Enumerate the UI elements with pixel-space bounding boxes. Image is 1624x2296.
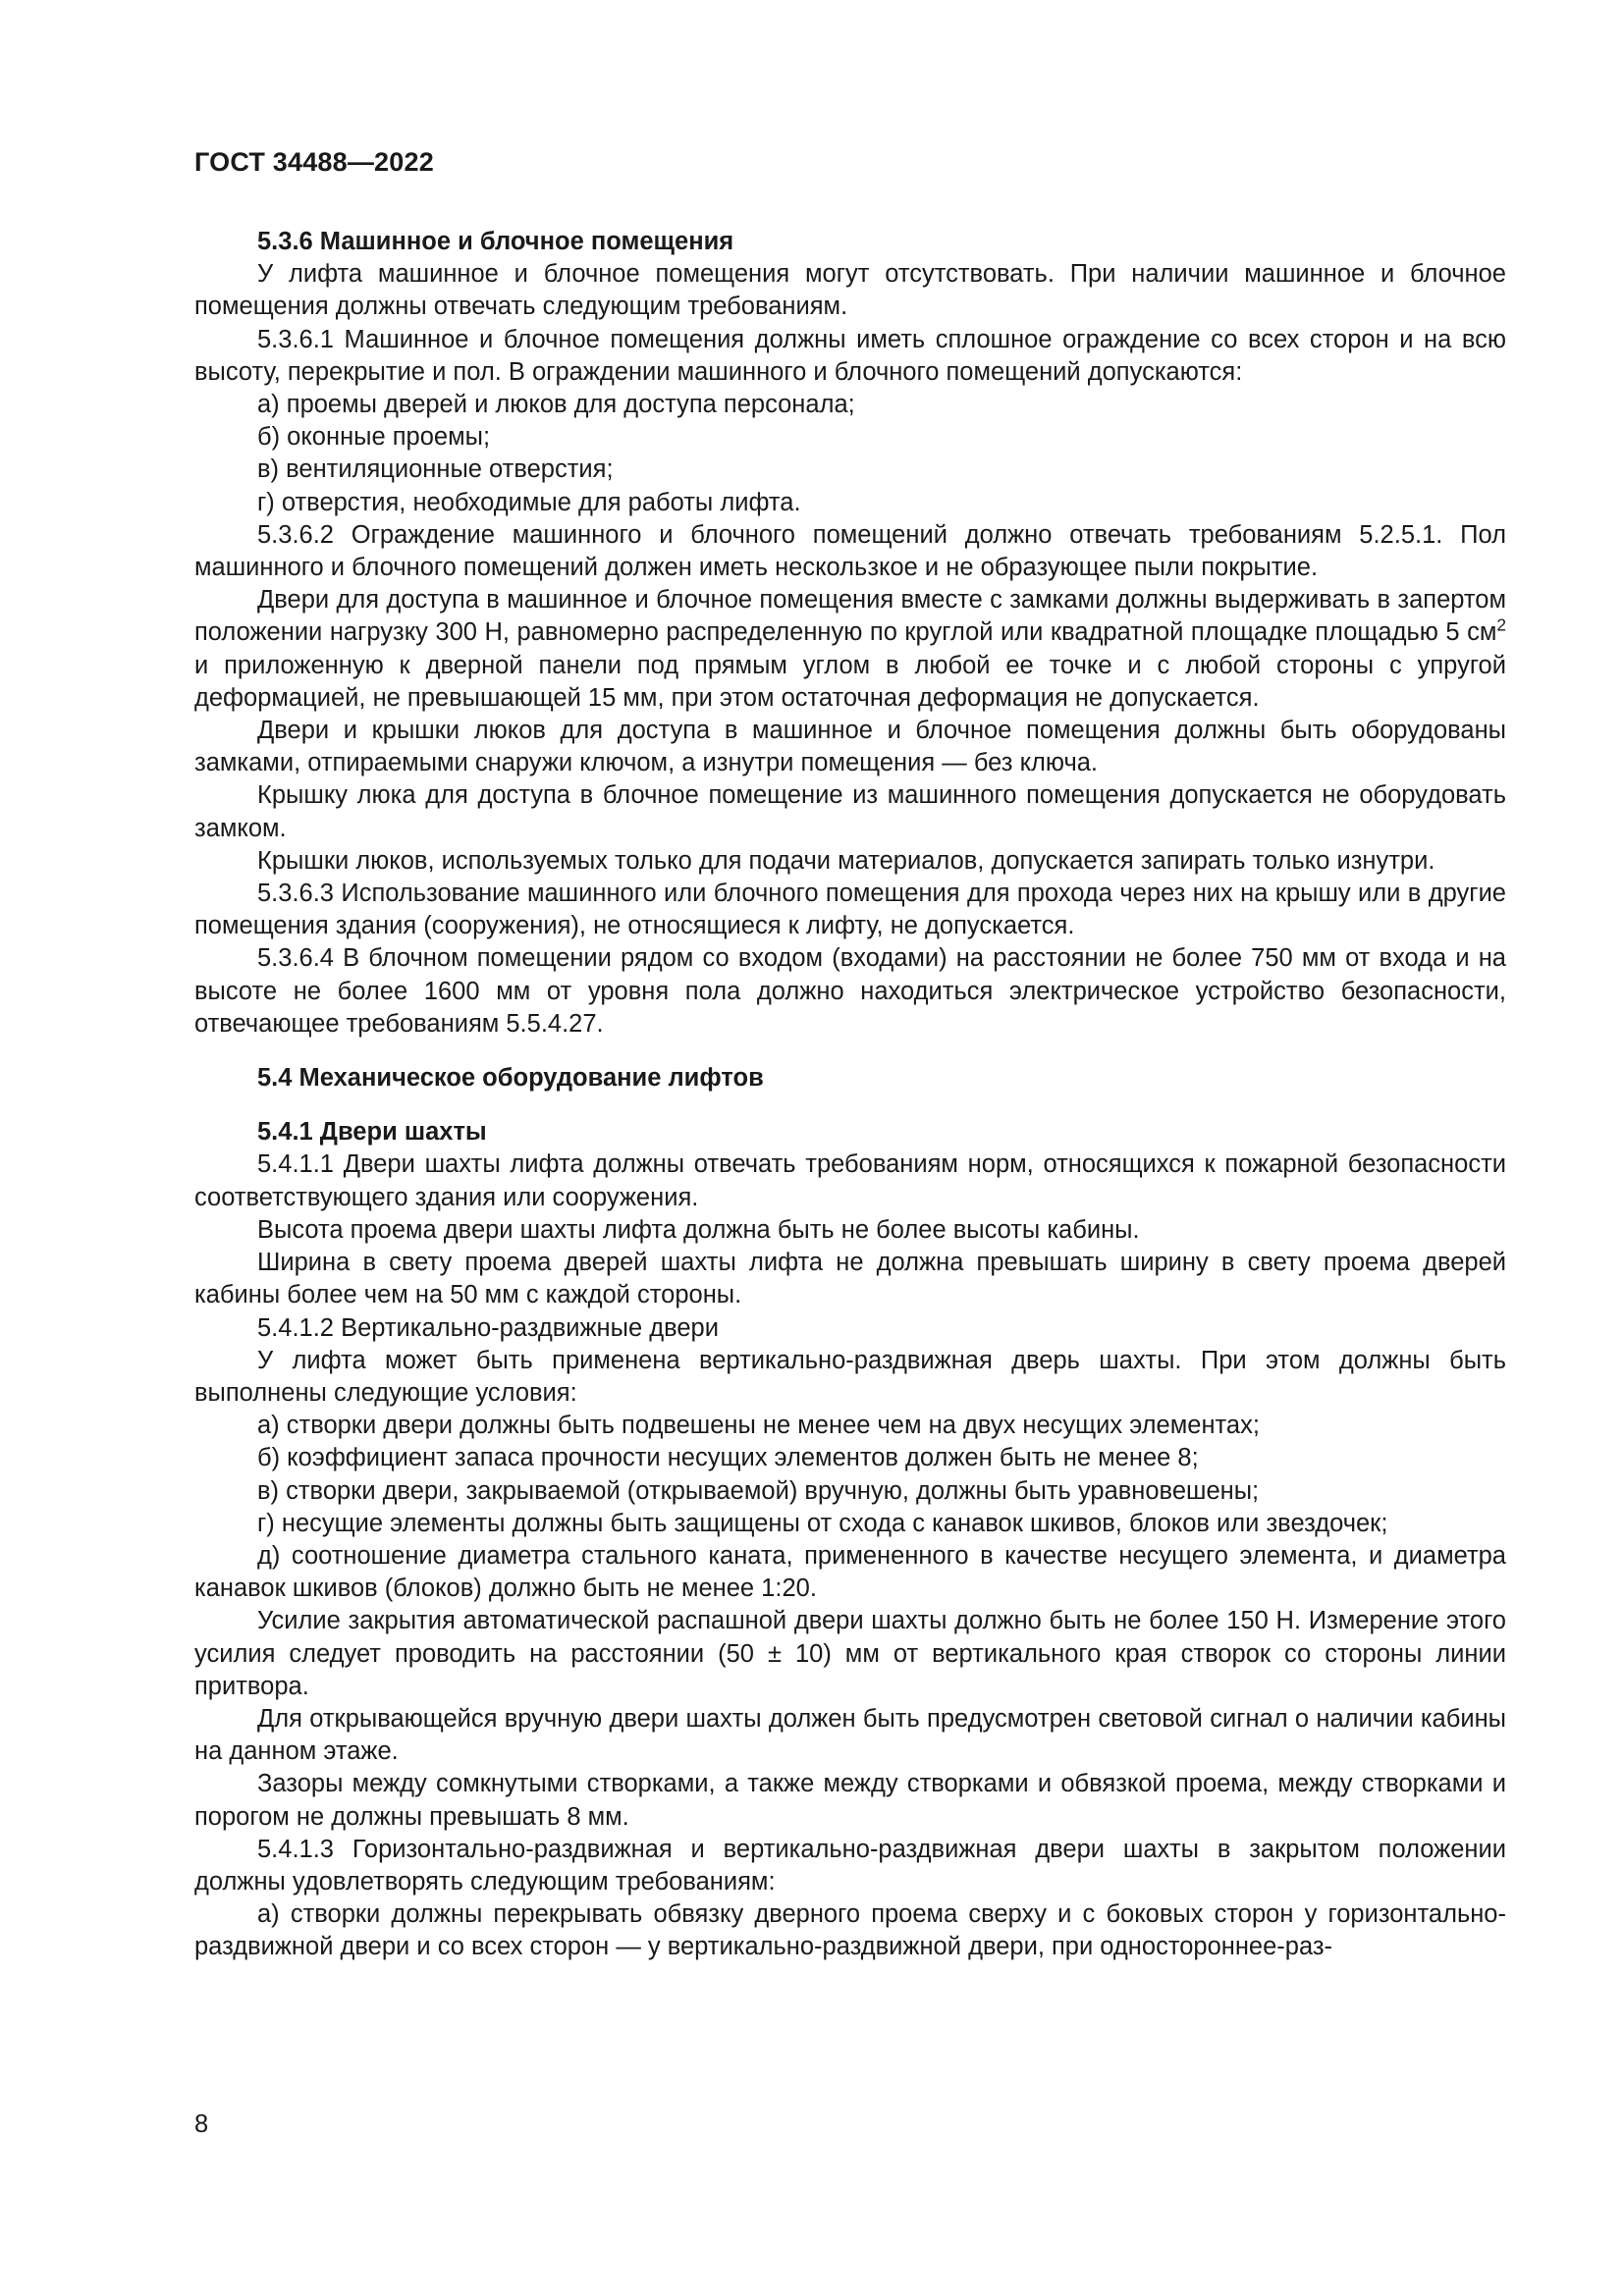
list-item: а) проемы дверей и люков для доступа персонала; (257, 391, 855, 419)
paragraph-vertical-door: У лифта может быть применена вертикально-раздвижная дверь шахты. При этом должны быть выполнены следующие условия: (194, 1346, 1506, 1407)
document-body (194, 226, 1506, 1964)
paragraph-intro: У лифта машинное и блочное помещения могут отсутствовать. При наличии машинное и блочное помещения должны отвечать следующим требованиям. (194, 260, 1506, 321)
paragraph-gaps: Зазоры между сомкнутыми створками, а также между створками и обвязкой проема, между створками и порогом не должны превышать 8 мм. (194, 1770, 1506, 1831)
paragraph-hatch-covers: Крышки люков, используемых только для подачи материалов, допускается запирать только изнутри. (257, 846, 1435, 875)
paragraph-5-4-1-3: 5.4.1.3 Горизонтально-раздвижная и вертикально-раздвижная двери шахты в закрытом положении должны удовлетворять следующим требованиям: (194, 1835, 1506, 1896)
doors-load-text-b: и приложенную к дверной панели под прямым углом в любой ее точке и с любой стороны с упругой деформацией, не превышающей 15 мм, при этом остаточная деформация не допускается. (194, 651, 1506, 712)
list-item: б) оконные проемы; (257, 423, 491, 452)
standard-code-header: ГОСТ 34488—2022 (194, 147, 434, 177)
section-title-5-4: 5.4 Механическое оборудование лифтов (257, 1064, 764, 1093)
superscript-2: 2 (1496, 614, 1506, 635)
list-item: в) створки двери, закрываемой (открываемой) вручную, должны быть уравновешены; (257, 1476, 1260, 1505)
list-item: а) створки двери должны быть подвешены не менее чем на двух несущих элементах; (257, 1412, 1260, 1440)
paragraph-5-3-6-4: 5.3.6.4 В блочном помещении рядом со входом (входами) на расстоянии не более 750 мм от входа и на высоте не более 1600 мм от уровня пола должно находиться электрическое устройство безопасности, отвечающее требованиям 5.5.4.27. (194, 944, 1506, 1038)
paragraph-5-3-6-1: 5.3.6.1 Машинное и блочное помещения должны иметь сплошное ограждение со всех сторон и на всю высоту, перекрытие и пол. В ограждении машинного и блочного помещений допускаются: (194, 325, 1506, 386)
list-item-d: д) соотношение диаметра стального каната, примененного в качестве несущего элемента, и диаметра канавок шкивов (блоков) должно быть не менее 1:20. (194, 1541, 1506, 1603)
paragraph-doors-load (194, 584, 1506, 715)
paragraph-hatch: Крышку люка для доступа в блочное помещение из машинного помещения допускается не оборудовать замком. (194, 781, 1506, 842)
section-spacer (194, 1095, 1506, 1116)
paragraph-closing-force: Усилие закрытия автоматической распашной двери шахты должно быть не более 150 Н. Измерение этого усилия следует проводить на расстоянии (50 ± 10) мм от вертикального края створок со стороны линии притвора. (194, 1607, 1506, 1700)
paragraph-5-4-1-2: 5.4.1.2 Вертикально-раздвижные двери (257, 1313, 719, 1342)
section-title-5-3-6: 5.3.6 Машинное и блочное помещения (257, 228, 734, 255)
doors-load-text-a: Двери для доступа в машинное и блочное помещения вместе с замками должны выдерживать в запертом положении нагрузку 300 Н, равномерно распределенную по круглой или квадратной площадке площадью 5 см (194, 586, 1506, 647)
list-item-a-5-4-1-3: а) створки должны перекрывать обвязку дверного проема сверху и с боковых сторон у горизонтально-раздвижной двери и со всех сторон — у вертикально-раздвижной двери, при одностороннее-раз- (194, 1900, 1506, 1961)
list-item: г) несущие элементы должны быть защищены от схода с канавок шкивов, блоков или звездочек; (257, 1509, 1388, 1537)
paragraph-5-3-6-2: 5.3.6.2 Ограждение машинного и блочного помещений должно отвечать требованиям 5.2.5.1. Пол машинного и блочного помещений должен иметь нескользкое и не образующее пыли покрытие. (194, 520, 1506, 582)
paragraph-5-3-6-3: 5.3.6.3 Использование машинного или блочного помещения для прохода через них на крышу или в другие помещения здания (сооружения), не относящиеся к лифту, не допускается. (194, 880, 1506, 940)
section-spacer (194, 1041, 1506, 1062)
paragraph-light-signal: Для открывающейся вручную двери шахты должен быть предусмотрен световой сигнал о наличии кабины на данном этаже. (194, 1704, 1506, 1766)
list-item: б) коэффициент запаса прочности несущих элементов должен быть не менее 8; (257, 1444, 1199, 1472)
subsection-title-5-4-1: 5.4.1 Двери шахты (257, 1118, 487, 1147)
paragraph-5-4-1-1: 5.4.1.1 Двери шахты лифта должны отвечать требованиям норм, относящихся к пожарной безопасности соответствующего здания или сооружения. (194, 1150, 1506, 1211)
paragraph-door-width: Ширина в свету проема дверей шахты лифта не должна превышать ширину в свету проема дверей кабины более чем на 50 мм с каждой стороны. (194, 1249, 1506, 1309)
paragraph-door-height: Высота проема двери шахты лифта должна быть не более высоты кабины. (257, 1215, 1140, 1244)
list-item: г) отверстия, необходимые для работы лифта. (257, 488, 801, 516)
list-item: в) вентиляционные отверстия; (257, 455, 614, 484)
page-number: 8 (194, 2110, 209, 2138)
paragraph-locks: Двери и крышки люков для доступа в машинное и блочное помещения должны быть оборудованы замками, отпираемыми снаружи ключом, а изнутри помещения — без ключа. (194, 717, 1506, 777)
